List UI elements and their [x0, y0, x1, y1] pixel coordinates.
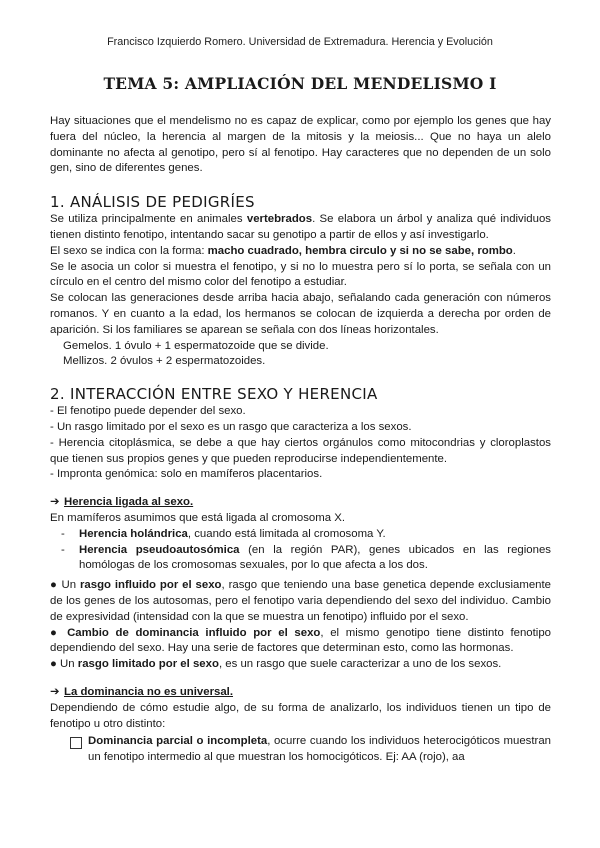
subheading-text: La dominancia no es universal.	[64, 685, 234, 698]
s1-paragraph-1	[50, 212, 551, 244]
bold-text: macho cuadrado, hembra circulo y si no se sabe, rombo	[207, 244, 513, 257]
intro-paragraph: Hay situaciones que el mendelismo no es capaz de explicar, como por ejemplo los genes que hay fuera del núcleo, la herencia al margen de la mitosis y la meiosis... Que no haya un alelo dominante no afecta al genotipo, pero sí al fenotipo. Hay caracteres que no dependen de un solo gen, sino de diferentes genes.	[50, 115, 551, 175]
s1-paragraph-4: Se colocan las generaciones desde arriba hacia abajo, señalando cada generación con números romanos. Y en cuanto a la edad, los hermanos se colocan de izquierda a derecha por orden de aparición. Si los familiares se aparean se señala con dos líneas horizontales.	[50, 292, 551, 336]
subheading-herencia-ligada	[50, 495, 551, 511]
list-item	[50, 543, 551, 575]
bullet-rasgo-influido	[50, 578, 551, 625]
text: , el mismo genotipo tiene distinto fenotipo dependiendo del sexo. Hay una serie de factores que determinan esto, como las hormonas.	[50, 626, 551, 655]
dash-list	[50, 527, 551, 574]
text: , es un rasgo que suele caracterizar a uno de los sexos.	[218, 658, 502, 671]
text: . Se elabora un árbol y analiza qué individuos tienen distinto fenotipo, intentando sacar su genotipo a partir de ellos y así investigarlo.	[50, 213, 551, 241]
gemelos-line: Gemelos. 1 óvulo + 1 espermatozoide que se divide.	[63, 339, 329, 352]
page-title: TEMA 5: AMPLIACIÓN DEL MENDELISMO I	[103, 74, 497, 93]
mellizos-line: Mellizos. 2 óvulos + 2 espermatozoides.	[63, 355, 266, 368]
text: , ocurre cuando los individuos heterocigóticos muestran un fenotipo intermedio al que muestran los homocigóticos. Ej: AA (rojo), aa	[88, 735, 551, 764]
s2-line-2: - Un rasgo limitado por el sexo es un rasgo que caracteriza a los sexos.	[50, 420, 412, 433]
text: (en la región PAR), genes ubicados en las regiones homólogas de los cromosomas sexuales, por lo que afecta a los dos.	[79, 543, 552, 572]
text: El sexo se indica con la forma:	[50, 244, 208, 257]
subheading-text: Herencia ligada al sexo.	[64, 496, 194, 509]
page-header: Francisco Izquierdo Romero. Universidad de Extremadura. Herencia y Evolución	[107, 36, 493, 48]
s1-paragraph-2	[50, 244, 551, 260]
bold-text: Cambio de dominancia influido por el sexo	[67, 626, 321, 639]
checkbox-icon	[70, 737, 82, 749]
dash-bullet: -	[61, 543, 65, 556]
list-item	[50, 527, 551, 543]
bold-text: vertebrados	[246, 213, 313, 226]
dash-bullet: -	[61, 527, 65, 540]
text: ●	[50, 626, 68, 639]
dominancia-intro: Dependiendo de cómo estudie algo, de su forma de analizarlo, los individuos tienen un tipo de fenotipo u otro distinto:	[50, 701, 551, 730]
text: ● Un	[50, 658, 78, 671]
bold-text: Herencia pseudoautosómica	[79, 543, 240, 556]
text: ● Un	[50, 579, 80, 592]
s2-line-3: - Herencia citoplásmica, se debe a que hay ciertos orgánulos como mitocondrias y cloroplastos que tienen sus propios genes y que pueden reproducirse independientemente.	[50, 436, 551, 465]
section-1-heading: 1. ANÁLISIS DE PEDIGRÍES	[50, 193, 255, 212]
bold-text: rasgo limitado por el sexo	[77, 658, 219, 671]
subheading-dominancia	[50, 685, 551, 701]
bold-text: Dominancia parcial o incompleta	[88, 735, 268, 748]
bold-text: Herencia holándrica	[79, 527, 188, 540]
text: , cuando está limitada al cromosoma Y.	[187, 527, 386, 540]
section-2-heading: 2. INTERACCIÓN ENTRE SEXO Y HERENCIA	[50, 385, 378, 404]
s2-line-1: - El fenotipo puede depender del sexo.	[50, 405, 246, 418]
document-body	[50, 114, 551, 766]
checkbox-item	[50, 734, 551, 766]
bullet-rasgo-limitado	[50, 657, 551, 673]
bold-text: rasgo influido por el sexo	[79, 579, 222, 592]
ligada-intro: En mamíferos asumimos que está ligada al cromosoma X.	[50, 511, 346, 524]
right-arrow-icon: ➔	[50, 496, 60, 509]
s1-paragraph-3: Se le asocia un color si muestra el fenotipo, y si no lo muestra pero sí lo porta, se señala con un círculo en el centro del mismo color del fenotipo a estudiar.	[50, 260, 551, 289]
s2-line-4: - Impronta genómica: solo en mamíferos placentarios.	[50, 468, 323, 481]
text: , rasgo que teniendo una base genetica depende exclusiamente de los genes de los autosomas, pero el fenotipo varia dependiendo del sexo del individuo. Cambio de expresividad (intensidad con la que se muestra un fenotipo) influido por el sexo.	[50, 579, 551, 623]
text: Se utiliza principalmente en animales	[50, 213, 247, 226]
right-arrow-icon: ➔	[50, 685, 60, 698]
text: .	[512, 244, 516, 257]
bullet-cambio-dominancia	[50, 626, 551, 658]
